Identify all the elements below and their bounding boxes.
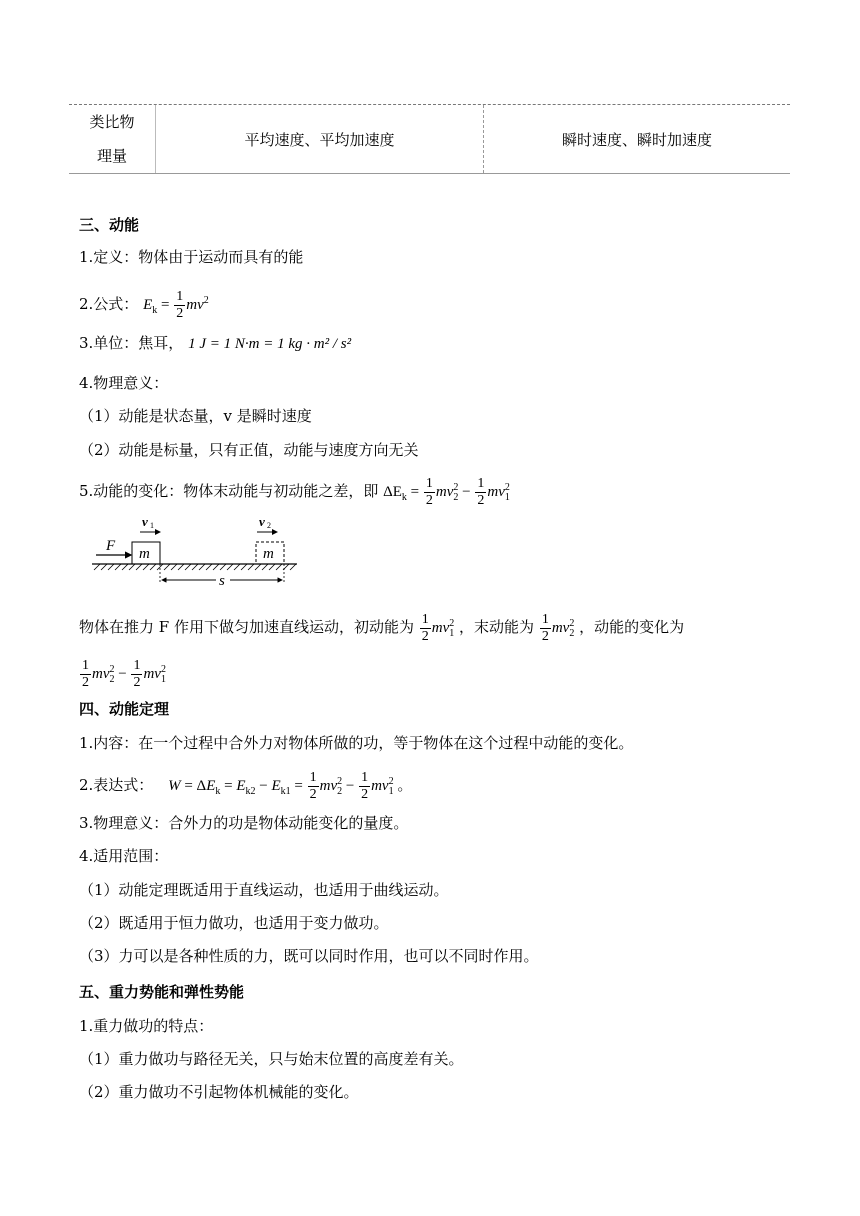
scope-heading: 4.适用范围： [79,847,169,865]
theorem-meaning: 3.物理意义：合外力的功是物体动能变化的量度。 [79,814,409,832]
mass-label-2: m [263,546,274,562]
ground-hatch [94,564,296,570]
table-row-label [69,105,156,173]
gravity-work-heading: 1.重力做功的特点： [79,1017,214,1035]
section-4-heading: 四、动能定理 [79,700,170,718]
meaning-item-2: （2）动能是标量，只有正值，动能与速度方向无关 [79,441,419,459]
table-cell-instant: 瞬时速度、瞬时加速度 [561,130,712,149]
force-label: F [106,538,116,554]
table-cell-average: 平均速度、平均加速度 [156,105,484,173]
v1-label: v [142,514,148,529]
kinetic-change-expression: $\frac{1}{2}$ $mv_2^2$ − $\frac{1}{2}$ $mv_1^2$ [82,658,166,691]
gravity-work-item-1: （1）重力做功与路径无关，只与始末位置的高度差有关。 [79,1050,464,1068]
motion-diagram [92,512,302,590]
meaning-heading: 4.物理意义： [79,374,169,392]
svg-text:2: 2 [267,521,271,530]
gravity-work-item-2: （2）重力做功不引起物体机械能的变化。 [79,1083,359,1101]
unit-expression: 1 J = 1 N·m = 1 kg · m² / s² [188,336,352,352]
label-line2: 理量 [96,147,127,165]
mass-label-1: m [139,546,150,562]
label-line1: 类比物 [89,113,135,131]
v2-label: v [259,514,265,529]
analogy-table [69,104,790,174]
formula-label: 2.公式： [79,295,139,313]
scope-item-1: （1）动能定理既适用于直线运动，也适用于曲线运动。 [79,881,449,899]
unit-line [79,333,351,354]
distance-label: s [219,573,225,589]
change-label: 5.动能的变化：物体末动能与初动能之差，即 [79,482,379,500]
section-5-heading: 五、重力势能和弹性势能 [79,983,245,1001]
change-line [79,470,510,516]
kinetic-paragraph: 物体在推力 F 作用下做匀加速直线运动，初动能为 $\frac{1}{2}$ $mv_1^2$ ，末动能为 $\frac{1}{2}$ $mv_2^2$ ，动能的变化为 [79,612,685,645]
ek-formula: $E_k$ = $\frac{1}{2}$ $mv^2$ [143,289,209,322]
delta-ek-formula: $\Delta E_k$ = $\frac{1}{2}$ $mv_2^2$ − $\frac{1}{2}$ $mv_1^2$ [383,476,510,509]
theorem-content: 1.内容：在一个过程中合外力对物体所做的功，等于物体在这个过程中动能的变化。 [79,734,634,752]
svg-text:1: 1 [150,521,154,530]
scope-item-3: （3）力可以是各种性质的力，既可以同时作用，也可以不同时作用。 [79,947,539,965]
unit-label: 3.单位：焦耳， [79,334,184,352]
definition-line: 1.定义：物体由于运动而具有的能 [79,248,304,266]
formula-line [79,283,209,329]
scope-item-2: （2）既适用于恒力做功，也适用于变力做功。 [79,914,389,932]
theorem-expression: 2.表达式： $W = \Delta E_k = E_{k2} - E_{k1}$ = $\frac{1}{2}$ $mv_2^2$ − $\frac{1}{2}$ $mv_1^2$ 。 [79,770,413,803]
section-3-heading: 三、动能 [79,216,140,234]
meaning-item-1: （1）动能是状态量，v 是瞬时速度 [79,407,312,425]
